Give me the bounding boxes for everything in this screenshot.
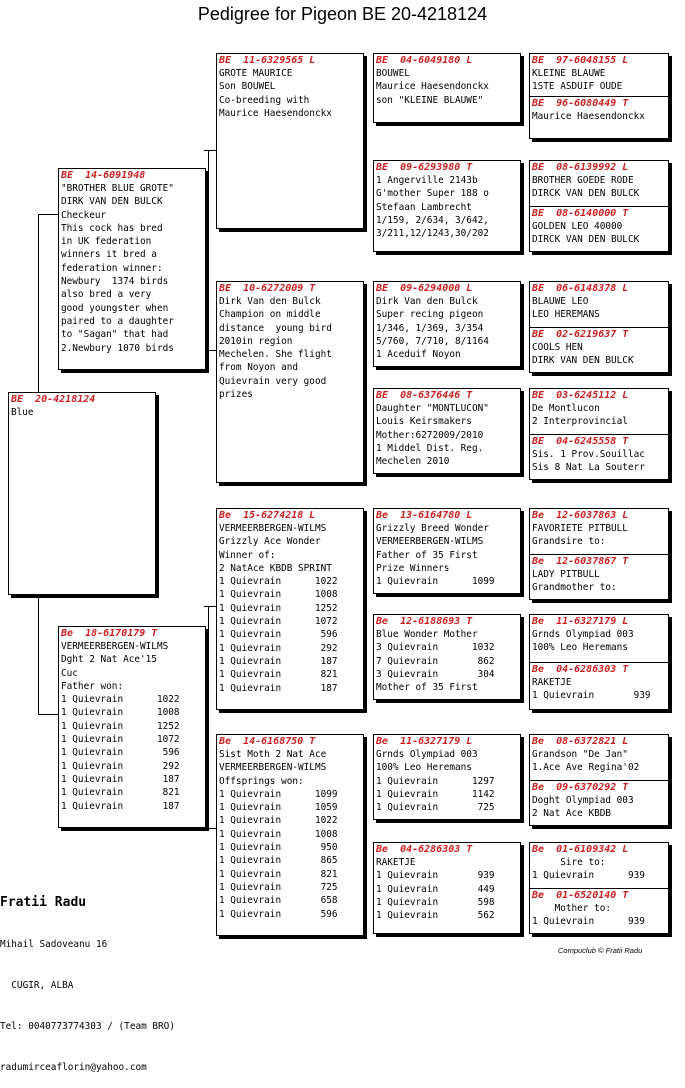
dam-sire-pigeon [216,508,364,710]
ring-number: Be 12-6037867 T [532,556,629,567]
ring-number: BE 06-6148378 L [532,283,629,294]
ring-number: BE 08-6139992 L [532,162,629,173]
pedigree-line: GOLDEN LEO 40000 [532,221,623,232]
pedigree-line: 3/211,12/1243,30/202 [376,228,489,240]
pedigree-line: 1 Quievrain 939 [532,690,651,702]
ring-number: BE 09-6293980 T [376,162,473,173]
ancestor-sire [530,735,668,775]
pedigree-line: Grnds Olympiad 003 [376,749,478,760]
ancestor-pair [529,281,669,373]
pedigree-line: Co-breeding with [219,94,310,106]
pedigree-line: 1 Angerville 2143b [376,175,478,186]
pedigree-line: Champion on middle [219,309,321,321]
ring-number: BE 97-6048155 L [532,55,629,66]
pedigree-line: 1 Quievrain 1099 [219,788,338,800]
ring-number: BE 02-6219637 T [532,329,629,340]
ancestor-dam [530,554,668,599]
pedigree-line: 100% Leo Heremans [532,642,628,654]
pedigree-line: DIRK VAN DEN BULCK [61,196,163,208]
pedigree-line: 1 Quievrain 187 [219,655,338,667]
pedigree-line: Blue [11,407,34,418]
pedigree-line: Mechelen. She flight [219,349,332,361]
pedigree-line: 3 Quievrain 304 [376,668,495,680]
pedigree-line: VERMEERBERGEN-WILMS [376,536,484,548]
pedigree-line: 1 Quievrain 725 [219,881,338,893]
pedigree-line: 1 Quievrain 821 [219,868,338,880]
pedigree-line: good youngster when [61,302,169,314]
pedigree-line: VERMEERBERGEN-WILMS [219,523,327,534]
pedigree-line: VERMEERBERGEN-WILMS [61,641,169,652]
pedigree-line: in UK federation [61,236,152,248]
ring-number: Be 01-6109342 L [532,844,629,855]
pedigree-line: Grandmother to: [532,582,617,594]
pedigree-line: Grizzly Ace Wonder [219,536,321,548]
pedigree-line: Sis. 1 Prov.Souillac [532,449,645,460]
pedigree-line: RAKETJE [532,677,572,688]
breeder-city: CUGIR, ALBA [0,980,74,992]
pedigree-line: Sist Moth 2 Nat Ace [219,749,327,760]
pedigree-line: Grandson "De Jan" [532,749,628,760]
pedigree-line: 1STE ASDUIF OUDE [532,81,623,93]
ring-number: Be 09-6370292 T [532,782,629,793]
pedigree-line: Super recing pigeon [376,309,484,321]
pedigree-line: 1 Quievrain 292 [61,760,180,772]
pedigree-line: 1 Quievrain 1072 [61,734,180,746]
ring-number: Be 04-6286303 T [532,664,629,675]
ring-number: Be 15-6274218 L [219,510,316,521]
pedigree-line: 1 Quievrain 187 [61,773,180,785]
connector [38,214,39,394]
ring-number: Be 08-6372821 L [532,736,629,747]
pedigree-line: 5/760, 7/710, 8/1164 [376,335,489,347]
pedigree-line: 3 Quievrain 1032 [376,642,495,654]
breeder-phone: Tel: 0040773774303 / (Team BRO) [0,1020,175,1032]
pedigree-line: RAKETJE [376,857,416,868]
ancestor-pigeon [373,734,521,820]
pedigree-line: 1 Quievrain 939 [532,916,645,928]
ring-number: BE 14-6091948 [61,170,146,181]
ancestor-pigeon [373,160,521,252]
pedigree-line: This cock has bred [61,222,163,234]
pedigree-line: 1 Quievrain 598 [376,896,495,908]
pedigree-line: 1 Quievrain 950 [219,842,338,854]
pedigree-line: Offsprings won: [219,775,304,787]
pedigree-line: 1 Quievrain 1297 [376,775,495,787]
pedigree-line: Grnds Olympiad 003 [532,629,634,640]
ring-number: BE 08-6376446 T [376,390,473,401]
pedigree-line: 1 Quievrain 596 [219,908,338,920]
pedigree-line: Sire to: [532,857,606,868]
pedigree-line: 1 Quievrain 1059 [219,802,338,814]
breeder-info [0,868,175,1088]
pedigree-line: son "KLEINE BLAUWE" [376,94,484,106]
ancestor-dam [530,327,668,372]
ancestor-sire [530,161,668,201]
pedigree-line: 1 Quievrain 596 [219,629,338,641]
pedigree-line: 1 Quievrain 1252 [219,602,338,614]
pedigree-line: 1 Quievrain 449 [376,883,495,895]
pedigree-line: Grizzly Breed Wonder [376,523,489,534]
pedigree-line: 1 Quievrain 1142 [376,788,495,800]
ancestor-dam [530,780,668,825]
connector [38,596,39,714]
ring-number: Be 11-6327179 L [376,736,473,747]
pedigree-line: 1 Quievrain 1022 [219,815,338,827]
pedigree-line: Newbury 1374 birds [61,276,169,288]
footer-credit: Compuclub © Fratii Radu [558,946,643,955]
ancestor-dam [530,206,668,251]
ancestor-pair [529,734,669,826]
ancestor-sire [530,389,668,429]
ring-number: Be 12-6188693 T [376,616,473,627]
ancestor-sire [530,282,668,322]
ancestor-pair [529,388,669,480]
pedigree-line: VERMEERBERGEN-WILMS [219,762,327,774]
connector [204,150,216,151]
pedigree-line: 1 Quievrain 1008 [61,707,180,719]
ring-number: BE 08-6140000 T [532,208,629,219]
ancestor-pair [529,53,669,139]
pedigree-line: De Montlucon [532,403,600,414]
pedigree-line: 1 Quievrain 821 [61,787,180,799]
ancestor-pair [529,160,669,252]
pedigree-line: 1 Quievrain 1008 [219,589,338,601]
pedigree-line: 1 Quievrain 1099 [376,576,495,588]
pedigree-line: 2 Nat Ace KBDB [532,808,612,820]
pedigree-line: 2 Interprovincial [532,416,628,428]
ring-number: Be 12-6037863 L [532,510,629,521]
pedigree-line: Maurice Haesendonckx [219,107,332,119]
pedigree-line: 1 Quievrain 865 [219,855,338,867]
pedigree-line: prizes [219,389,253,401]
ancestor-pigeon [373,388,521,474]
pedigree-line: 1 Quievrain 596 [61,747,180,759]
ancestor-sire [530,54,668,94]
pedigree-line: distance young bird [219,322,332,334]
pedigree-line: Sis 8 Nat La Souterr [532,462,645,474]
ancestor-dam [530,434,668,479]
pedigree-line: Stefaan Lambrecht [376,201,472,213]
pedigree-line: 2.Newbury 1070 birds [61,342,174,354]
ancestor-pigeon [373,281,521,367]
ring-number: Be 04-6286303 T [376,844,473,855]
connector [38,214,58,215]
pedigree-line: 1 Quievrain 187 [219,682,338,694]
pedigree-line: 1 Quievrain 1022 [61,694,180,706]
pedigree-line: 1 Quievrain 187 [61,800,180,812]
ancestor-pigeon [373,508,521,594]
pedigree-line: DIRCK VAN DEN BULCK [532,234,640,246]
pedigree-line: from Noyon and [219,362,299,374]
sire-sire-pigeon [216,53,364,229]
ring-number: BE 04-6049180 L [376,55,473,66]
pedigree-line: Quievrain very good [219,375,327,387]
dam-dam-pigeon [216,734,364,936]
breeder-name: Fratii Radu [0,895,87,911]
ring-number: BE 20-4218124 [11,394,96,405]
pedigree-line: Winner of: [219,549,276,561]
pedigree-line: 1 Middel Dist. Reg. [376,442,484,454]
pedigree-line: Checkeur [61,209,107,221]
ancestor-pair [529,842,669,934]
pedigree-line: 1 Quievrain 562 [376,910,495,922]
ancestor-pigeon [373,614,521,700]
ancestor-dam [530,662,668,709]
pedigree-line: Maurice Haesendonckx [532,111,645,122]
pedigree-line: LADY PITBULL [532,569,600,580]
ancestor-dam [530,96,668,138]
ancestor-sire [530,843,668,883]
ring-number: Be 14-6168750 T [219,736,316,747]
pedigree-line: Cuc [61,667,78,679]
pedigree-line: winners it bred a [61,249,157,261]
pedigree-line: Louis Keirsmakers [376,416,472,428]
pedigree-line: DIRCK VAN DEN BULCK [532,188,640,200]
pedigree-line: 1 Quievrain 658 [219,895,338,907]
pedigree-line: COOLS HEN [532,342,583,353]
breeder-email[interactable]: radumirceaflorin@yahoo.com [0,1061,147,1073]
pedigree-line: federation winner: [61,262,163,274]
pedigree-line: BLAUWE LEO [532,296,589,307]
pedigree-line: 1/159, 2/634, 3/642, [376,214,489,226]
pedigree-line: Grandsire to: [532,536,606,548]
pedigree-line: 1/346, 1/369, 3/354 [376,322,484,334]
pedigree-line: 7 Quievrain 862 [376,655,495,667]
pedigree-line: 1 Quievrain 292 [219,642,338,654]
pedigree-line: Daughter "MONTLUCON" [376,403,489,414]
ancestor-sire [530,509,668,549]
pedigree-line: Mechelen 2010 [376,456,450,468]
ring-number: Be 18-6170179 T [61,628,158,639]
ring-number: BE 11-6329565 L [219,55,316,66]
connector [208,606,209,828]
connector [208,150,209,350]
pedigree-line: G'mother Super 188 o [376,188,489,200]
pedigree-line: Father won: [61,680,124,692]
pedigree-line: Doght Olympiad 003 [532,795,634,806]
pedigree-line: 1 Quievrain 939 [532,870,645,882]
ring-number: Be 11-6327179 L [532,616,629,627]
ring-number: BE 04-6245558 T [532,436,629,447]
pedigree-line: also bred a very [61,289,152,301]
pedigree-line: 1 Quievrain 939 [376,870,495,882]
pedigree-line: 1 Aceduif Noyon [376,349,461,361]
pedigree-line: Son BOUWEL [219,81,276,93]
ancestor-sire [530,615,668,655]
pedigree-line: paired to a daughter [61,315,174,327]
pedigree-line: 1 Quievrain 1072 [219,616,338,628]
dam-pigeon [58,626,206,828]
pedigree-line: DIRK VAN DEN BULCK [532,355,634,367]
ring-number: BE 09-6294000 L [376,283,473,294]
pedigree-line: Mother to: [532,903,612,914]
ancestor-pair [529,508,669,600]
pedigree-line: Dirk Van den Bulck [376,296,478,307]
pedigree-line: 1 Quievrain 1022 [219,576,338,588]
pedigree-line: Father of 35 First [376,549,478,561]
pedigree-line: Maurice Haesendonckx [376,81,489,93]
pedigree-line: Blue Wonder Mother [376,629,478,640]
pedigree-line: to "Sagan" that had [61,329,169,341]
page-title: Pedigree for Pigeon BE 20-4218124 [197,4,488,24]
pedigree-line: 1 Quievrain 725 [376,802,495,814]
pedigree-line: BOUWEL [376,68,410,79]
pedigree-line: 2 NatAce KBDB SPRINT [219,562,332,574]
pedigree-line: 100% Leo Heremans [376,762,472,774]
pedigree-line: Mother:6272009/2010 [376,429,484,441]
pedigree-line: Dght 2 Nat Ace'15 [61,654,157,666]
ring-number: Be 01-6520140 T [532,890,629,901]
sire-dam-pigeon [216,281,364,483]
pedigree-line: "BROTHER BLUE GROTE" [61,183,174,194]
ring-number: Be 13-6164780 L [376,510,473,521]
pedigree-line: GROTE MAURICE [219,68,293,79]
pedigree-line: KLEINE BLAUWE [532,68,606,79]
ring-number: BE 03-6245112 L [532,390,629,401]
pedigree-line: 2010in region [219,335,293,347]
ancestor-pigeon [373,842,521,934]
pedigree-line: Prize Winners [376,562,450,574]
ancestor-pigeon [373,53,521,123]
connector [204,828,216,829]
pedigree-line: 1.Ace Ave Regina'02 [532,762,640,774]
ring-number: BE 10-6272009 T [219,283,316,294]
ancestor-pair [529,614,669,710]
pedigree-line: 1 Quievrain 1252 [61,720,180,732]
connector [38,714,58,715]
sire-pigeon [58,168,206,370]
ring-number: BE 96-6080449 T [532,98,629,109]
pedigree-line: Mother of 35 First [376,682,478,694]
connector [204,606,216,607]
pedigree-line: LEO HEREMANS [532,309,600,321]
pedigree-line: 1 Quievrain 821 [219,669,338,681]
pedigree-line: 1 Quievrain 1008 [219,828,338,840]
breeder-address: Mihail Sadoveanu 16 [0,939,108,951]
pedigree-line: FAVORIETE PITBULL [532,523,628,534]
subject-pigeon [8,392,156,595]
ancestor-dam [530,888,668,933]
pedigree-line: BROTHER GOEDE RODE [532,175,634,186]
pedigree-line: Dirk Van den Bulck [219,296,321,307]
